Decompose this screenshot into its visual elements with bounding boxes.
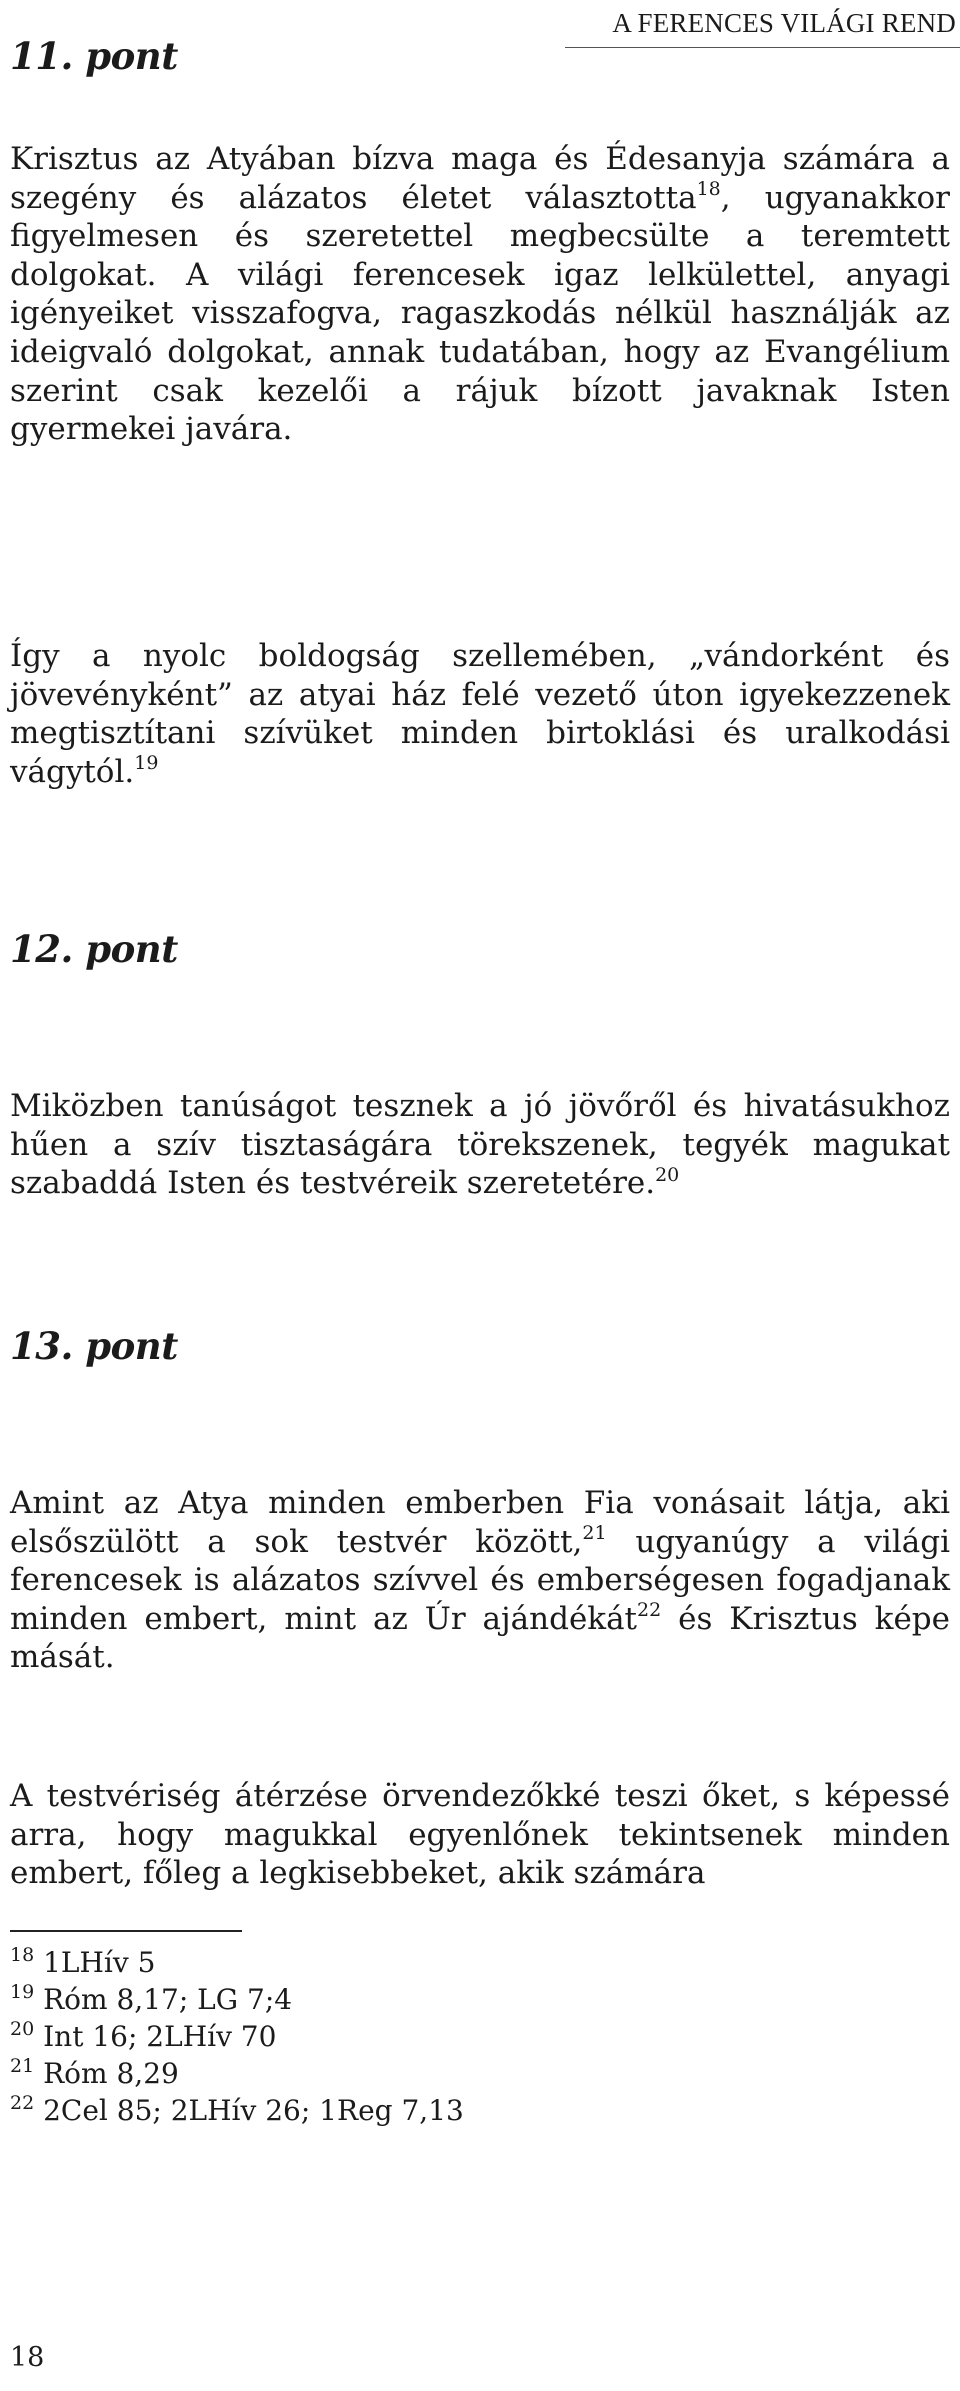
paragraph-11-1: Krisztus az Atyában bízva maga és Édesanyja számára a szegény és alázatos életet választotta$^{18}$, ugyanakkor figyelmesen és szeretettel megbecsülte a teremtett dolgokat. A világi ferencesek igaz lelkülettel, anyagi igényeiket visszafogva, ragaszkodás nélkül használják az ideigvaló dolgokat, annak tudatában, hogy az Evangélium szerint csak kezelői a rájuk bízott javaknak Isten gyermekei javára. bbox=[10, 141, 951, 448]
section-heading-13: 13. pont bbox=[10, 1324, 178, 1368]
footnote-19: $^{19}$ Róm 8,17; LG 7;4 bbox=[10, 1980, 293, 2016]
paragraph-13-2: A testvériség átérzése örvendezőkké teszi őket, s képessé arra, hogy magukkal egyenlőnek tekintsenek minden embert, főleg a legkisebbeket, akik számára bbox=[10, 1778, 950, 1892]
footnote-18: $^{18}$ 1LHív 5 bbox=[10, 1943, 156, 1979]
footnote-ref-20[interactable]: 20 bbox=[655, 1163, 680, 1186]
footnote-22: $^{22}$ 2Cel 85; 2LHív 26; 1Reg 7,13 bbox=[10, 2091, 464, 2127]
footnote-rule bbox=[10, 1930, 242, 1932]
section-heading-11: 11. pont bbox=[10, 34, 178, 78]
paragraph-13-1: Amint az Atya minden emberben Fia vonásait látja, aki elsőszülött a sok testvér között,$^{21}$ ugyanúgy a világi ferencesek is alázatos szívvel és emberségesen fogadjanak minden embert, mint az Úr ajándékát$^{22}$ és Krisztus képe mását. bbox=[10, 1485, 950, 1676]
footnote-21: $^{21}$ Róm 8,29 bbox=[10, 2054, 179, 2090]
footnote-20: $^{20}$ Int 16; 2LHív 70 bbox=[10, 2017, 277, 2053]
header-rule bbox=[565, 47, 960, 48]
running-header: A FERENCES VILÁGI REND bbox=[612, 8, 956, 38]
footnote-ref-21[interactable]: 21 bbox=[582, 1522, 607, 1545]
paragraph-11-2: Így a nyolc boldogság szellemében, „vándorként és jövevényként” az atyai ház felé vezető úton igyekezzenek megtisztítani szívüket minden birtoklási és uralkodási vágytól.$^{19}$ bbox=[10, 638, 950, 790]
footnote-ref-22[interactable]: 22 bbox=[637, 1599, 662, 1622]
footnote-ref-19[interactable]: 19 bbox=[134, 752, 159, 775]
footnote-ref-18[interactable]: 18 bbox=[696, 178, 721, 201]
section-heading-12: 12. pont bbox=[10, 927, 178, 971]
page-number: 18 bbox=[10, 2342, 45, 2373]
paragraph-12-1: Miközben tanúságot tesznek a jó jövőről és hivatásukhoz hűen a szív tisztaságára törekszenek, tegyék magukat szabaddá Isten és testvéreik szeretetére.$^{20}$ bbox=[10, 1088, 950, 1202]
